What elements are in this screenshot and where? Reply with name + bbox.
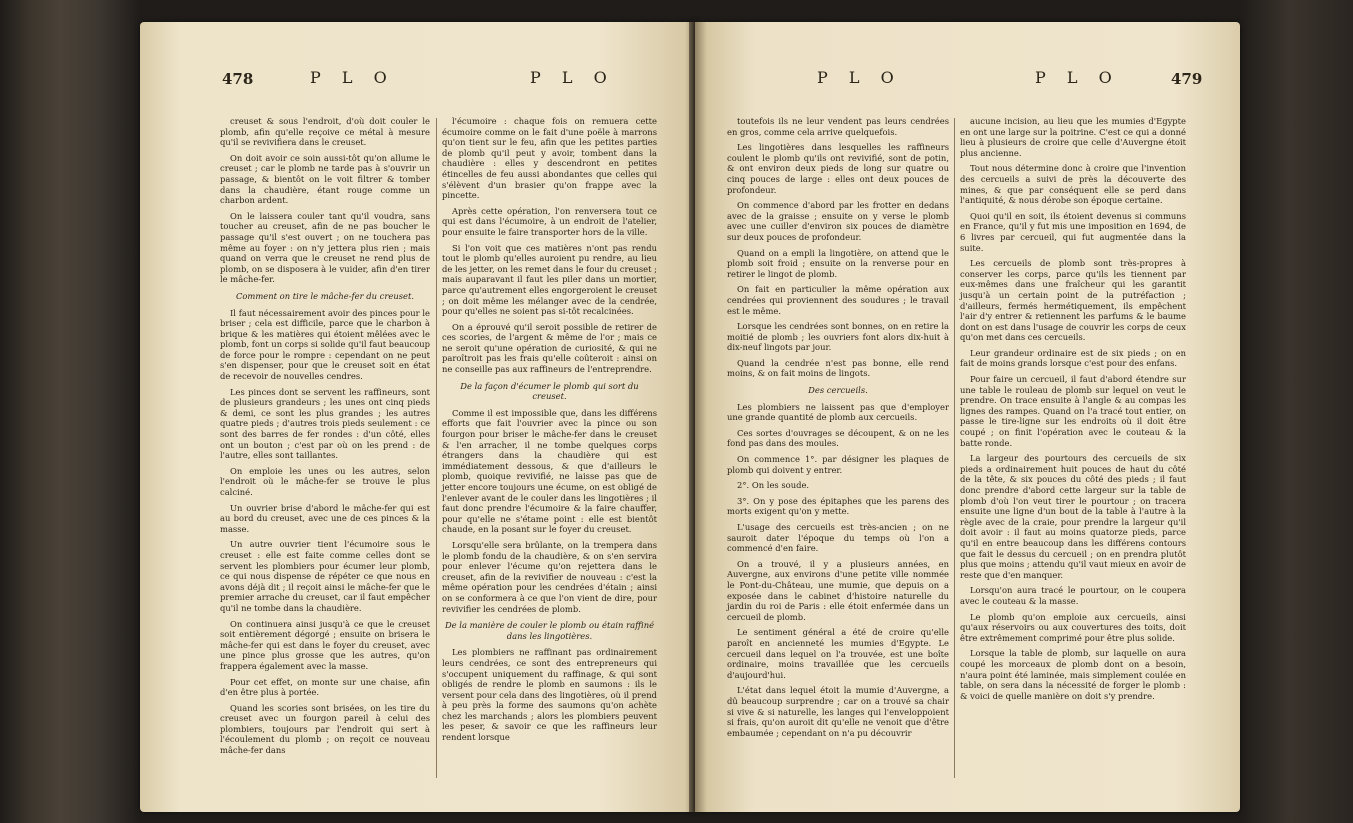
paragraph: Lorsqu'elle sera brûlante, on la trempera dans le plomb fondu de la chaudière, & on s'en servira pour enlever l'écume qu'on rejettera dans le creuset, afin de la revivifier de nouveau : c'est la même opération pour les cendrées d'étain ; ainsi on se conformera à ce que l'on vient de dire, pour revivifier les cendrées de plomb. xyxy=(442,539,657,614)
paragraph: On a éprouvé qu'il seroit possible de retirer de ces scories, de l'argent & même de l'or ; mais ce ne seroit qu'une opération de curiosité, & qui ne paroîtroit pas les frais qu'elle coûteroit : ainsi on ne conseille pas aux raffineurs de l'entreprendre. xyxy=(442,321,657,375)
paragraph: toutefois ils ne leur vendent pas leurs cendrées en gros, comme cela arrive quelquefois. xyxy=(727,116,949,137)
paragraph: 2°. On les soude. xyxy=(737,480,810,491)
column-divider xyxy=(436,118,437,778)
paragraph: Après cette opération, l'on renversera tout ce qui est dans l'écumoire, à un endroit de l'atelier, pour ensuite le faire transporter hors de la ville. xyxy=(442,205,657,237)
paragraph: l'écumoire : chaque fois on remuera cette écumoire comme on le fait d'une poële à marrons qu'on tient sur le feu, afin que les petites parties de plomb qu'il peut y avoir, tombent dans la chaudière : elles y descendront en petites étincelles de feu aussi abondantes que celles qui s'élèvent d'un brasier qu'on frappe avec la pincette. xyxy=(442,116,657,201)
paragraph: On continuera ainsi jusqu'à ce que le creuset soit entièrement dégorgé ; ensuite on brisera le mâche-fer qui est dans le foyer du creuset, avec une pince plus grosse que les autres, qu'on frappera également avec la masse. xyxy=(220,618,430,671)
page-number-left: 478 xyxy=(222,70,254,88)
paragraph: Quand on a empli la lingotière, on attend que le plomb soit froid ; ensuite on la renverse pour en retirer le lingot de plomb. xyxy=(727,247,949,279)
paragraph: Un autre ouvrier tient l'écumoire sous le creuset : elle est faite comme celles dont se servent les plombiers pour écumer leur plomb, ce qui nous dispense de répéter ce que nous en avons déjà dit ; il reçoit ainsi le mâche-fer que le premier arrache du creuset, car il faut empêcher qu'il ne tombe dans la chaudière. xyxy=(220,539,430,613)
paragraph: On a trouvé, il y a plusieurs années, en Auvergne, aux environs d'une petite ville nommée le Pont-du-Château, une mumie, que depuis on a exposée dans le cabinet d'histoire naturelle du jardin du roi de Paris : elle étoit enfermée dans un cercueil de plomb. xyxy=(727,558,949,622)
headword-right-b: P L O xyxy=(1035,68,1120,87)
right-column-2 xyxy=(960,116,1186,706)
paragraph: 3°. On y pose des épitaphes que les parens des morts exigent qu'on y mette. xyxy=(727,495,949,517)
paragraph: Le plomb qu'on emploie aux cercueils, ainsi qu'aux réservoirs ou aux couvertures des toits, doit être extrêmement comprimé pour être plus solide. xyxy=(960,611,1186,643)
section-heading: De la façon d'écumer le plomb qui sort du creuset. xyxy=(460,380,639,402)
right-column-1 xyxy=(727,116,949,743)
paragraph: On commence 1°. par désigner les plaques de plomb qui doivent y entrer. xyxy=(727,454,949,475)
section-heading: Des cercueils. xyxy=(808,385,868,396)
section-heading: Comment on tire le mâche-fer du creuset. xyxy=(235,290,415,301)
paragraph: Les plombiers ne laissent pas que d'employer une grande quantité de plomb aux cercueils. xyxy=(727,401,949,423)
paragraph: On emploie les unes ou les autres, selon l'endroit où le mâche-fer se trouve le plus calciné. xyxy=(220,465,430,497)
paragraph: Tout nous détermine donc à croire que l'invention des cercueils a suivi de près la découverte des mines, & que par conséquent elle se perd dans l'antiquité, & nous dérobe son époque certaine. xyxy=(960,163,1186,206)
paragraph: Un ouvrier brise d'abord le mâche-fer qui est au bord du creuset, avec une de ces pinces & la masse. xyxy=(220,502,430,534)
paragraph: Pour faire un cercueil, il faut d'abord étendre sur une table le rouleau de plomb sur lequel on veut le prendre. On trace ensuite à l'angle & au compas les lignes des rampes. Quand on l'a tracé tout entier, on passe le tire-ligne sur les endroits où il doit être coupé ; on finit l'opération avec le couteau & la batte ronde. xyxy=(960,374,1186,448)
paragraph: Quand la cendrée n'est pas bonne, elle rend moins, & on fait moins de lingots. xyxy=(727,357,949,379)
column-divider-right xyxy=(954,118,955,778)
section-heading: De la manière de couler le plomb ou étain raffiné dans les lingotières. xyxy=(444,620,655,641)
paragraph: L'usage des cercueils est très-ancien ; on ne sauroit dater l'époque du temps où l'on a commencé d'en faire. xyxy=(727,522,949,554)
paragraph: Lorsque la table de plomb, sur laquelle on aura coupé les morceaux de plomb dont on a besoin, n'aura point été laminée, mais simplement coulée en table, on sera dans la nécessité de forger le plomb : & voici de quelle manière on doit s'y prendre. xyxy=(960,648,1186,701)
paragraph: Leur grandeur ordinaire est de six pieds ; on en fait de moins grands lorsque c'est pour des enfans. xyxy=(960,347,1186,369)
paragraph: On commence d'abord par les frotter en dedans avec de la graisse ; ensuite on y verse le plomb avec une cuiller d'environ six pouces de diamètre sur deux pouces de profondeur. xyxy=(727,200,949,242)
paragraph: creuset & sous l'endroit, d'où doit couler le plomb, afin qu'elle reçoive ce métal à mesure qu'il se revivifiera dans le creuset. xyxy=(220,116,430,148)
paragraph: Les cercueils de plomb sont très-propres à conserver les corps, parce qu'ils les tiennent par eux-mêmes dans une fraîcheur qui les garantit jusqu'à un certain point de la putréfaction ; d'ailleurs, fermés hermétiquement, ils empêchent l'air d'y entrer & retiennent les parfums & le baume dont on est dans l'usage de couvrir les corps de ceux qu'on met dans ces cercueils. xyxy=(960,258,1186,343)
left-column-1 xyxy=(220,116,430,761)
left-page xyxy=(140,22,695,812)
paragraph: Comme il est impossible que, dans les différens efforts que fait l'ouvrier avec la pince ou son fourgon pour briser le mâche-fer dans le creuset & l'en arracher, il ne tombe quelques corps étrangers dans la chaudière qui est immédiatement dessous, & que d'ailleurs le plomb, quoique revivifié, ne laisse pas que de jetter encore toujours une écume, on est obligé de l'enlever avant de le couler dans les lingotières ; il faut donc prendre l'écumoire & la faire chauffer, pour qu'elle ne s'étame point : elle est bientôt chaude, en la posant sur le foyer du creuset. xyxy=(442,407,657,535)
paragraph: Ces sortes d'ouvrages se découpent, & on ne les fond pas dans des moules. xyxy=(727,427,949,449)
paragraph: L'état dans lequel étoit la mumie d'Auvergne, a dû beaucoup surprendre ; car on a trouvé sa chair si vive & si naturelle, les langes qui l'enveloppoient si frais, qu'on auroit dit qu'elle ne venoit que d'être embaumée ; cependant on n'a pu découvrir xyxy=(727,685,949,738)
headword-right-a: P L O xyxy=(817,68,902,87)
headword-left-b: P L O xyxy=(530,68,615,87)
paragraph: aucune incision, au lieu que les mumies d'Egypte en ont une large sur la poitrine. C'est ce qui a donné lieu à plusieurs de croire que celle d'Auvergne étoit plus ancienne. xyxy=(960,116,1186,158)
paragraph: Lorsqu'on aura tracé le pourtour, on le coupera avec le couteau & la masse. xyxy=(960,585,1186,606)
paragraph: Il faut nécessairement avoir des pinces pour le briser ; cela est difficile, parce que le charbon à brique & les matières qui étoient mêlées avec le plomb, font un corps si solide qu'il faut beaucoup de force pour le rompre : cependant on ne peut s'en dispenser, pour que le creuset soit en état de recevoir de nouvelles cendres. xyxy=(220,307,430,382)
paragraph: Les lingotières dans lesquelles les raffineurs coulent le plomb qu'ils ont revivifié, sont de potin, & ont environ deux pieds de long sur quatre ou cinq pouces de large : elles ont deux pouces de profondeur. xyxy=(727,142,949,195)
paragraph: Pour cet effet, on monte sur une chaise, afin d'en être plus à portée. xyxy=(220,676,430,698)
paragraph: On le laissera couler tant qu'il voudra, sans toucher au creuset, afin de ne pas boucher le passage qu'il s'est ouvert ; on ne touchera pas même au foyer : on n'y jettera plus rien ; mais quand on verra que le creuset ne rend plus de plomb, on se disposera à le vuider, afin d'en tirer le mâche-fer. xyxy=(220,210,430,285)
page-number-right: 479 xyxy=(1171,70,1203,88)
paragraph: Si l'on voit que ces matières n'ont pas rendu tout le plomb qu'elles auroient pu rendre, au lieu de les jetter, on les remet dans le four du creuset ; mais auparavant il faut les piler dans un mortier, parce qu'autrement elles engorgeroient le creuset ; on doit même les mélanger avec de la cendrée, pour qu'elles ne soient pas si-tôt recalcinées. xyxy=(442,242,657,317)
right-page xyxy=(695,22,1240,812)
paragraph: Les plombiers ne raffinant pas ordinairement leurs cendrées, ce sont des entrepreneurs qui s'occupent uniquement du raffinage, & qui sont obligés de rendre le plomb en saumons : ils le versent pour cela dans des lingotières, où il prend à peu près la forme des saumons qu'on achète chez les marchands ; alors les plombiers peuvent les peser, & savoir ce que les raffineurs leur rendent lorsque xyxy=(442,647,657,743)
headword-left-a: P L O xyxy=(310,68,395,87)
paragraph: Le sentiment général a été de croire qu'elle paroît en ancienneté les mumies d'Egypte. Le cercueil dans lequel on l'a trouvée, est une boîte ordinaire, moins travaillée que les cercueils d'aujourd'hui. xyxy=(727,627,949,680)
paragraph: On fait en particulier la même opération aux cendrées qui proviennent des soudures ; le travail est le même. xyxy=(727,284,949,316)
paragraph: On doit avoir ce soin aussi-tôt qu'on allume le creuset ; car le plomb ne tarde pas à s'ouvrir un passage, & bientôt on le voit filtrer & tomber dans la chaudière, étant rouge comme un charbon ardent. xyxy=(220,152,430,206)
paragraph: Lorsque les cendrées sont bonnes, on en retire la moitié de plomb ; les ouvriers font alors dix-huit à dix-neuf lingots par jour. xyxy=(727,321,949,353)
paragraph: Quoi qu'il en soit, ils étoient devenus si communs en France, qu'il y fut mis une imposition en 1694, de 6 livres par cercueil, qui fut augmentée dans la suite. xyxy=(960,210,1186,253)
paragraph: Quand les scories sont brisées, on les tire du creuset avec un fourgon pareil à celui des plombiers, toujours par l'endroit qui sert à l'écoulement du plomb ; on reçoit ce nouveau mâche-fer dans xyxy=(220,702,430,756)
left-column-2 xyxy=(442,116,657,748)
paragraph: La largeur des pourtours des cercueils de six pieds a ordinairement huit pouces de haut du côté de la tête, & six pouces du côté des pieds ; il faut donc prendre d'abord cette largeur sur la table de plomb d'où l'on veut tirer le pourtour ; on tracera ensuite une ligne d'un bout de la table à l'autre à la règle avec de la craie, pour prendre la largeur qu'il doit avoir : il faut au moins quatorze pieds, parce qu'il en entre beaucoup dans les différens contours que fait le dessus du cercueil ; on en prendra plutôt plus que moins ; attendu qu'il vaut mieux en avoir de reste que d'en manquer. xyxy=(960,453,1186,580)
paragraph: Les pinces dont se servent les raffineurs, sont de plusieurs grandeurs ; les unes ont cinq pieds & demi, ce sont les plus grandes ; les autres quatre pieds ; d'autres trois pieds seulement : ce sont des barres de fer rondes : d'un côté, elles ont un bouton ; c'est par où on les prend : de l'autre, elles sont taillantes. xyxy=(220,386,430,461)
